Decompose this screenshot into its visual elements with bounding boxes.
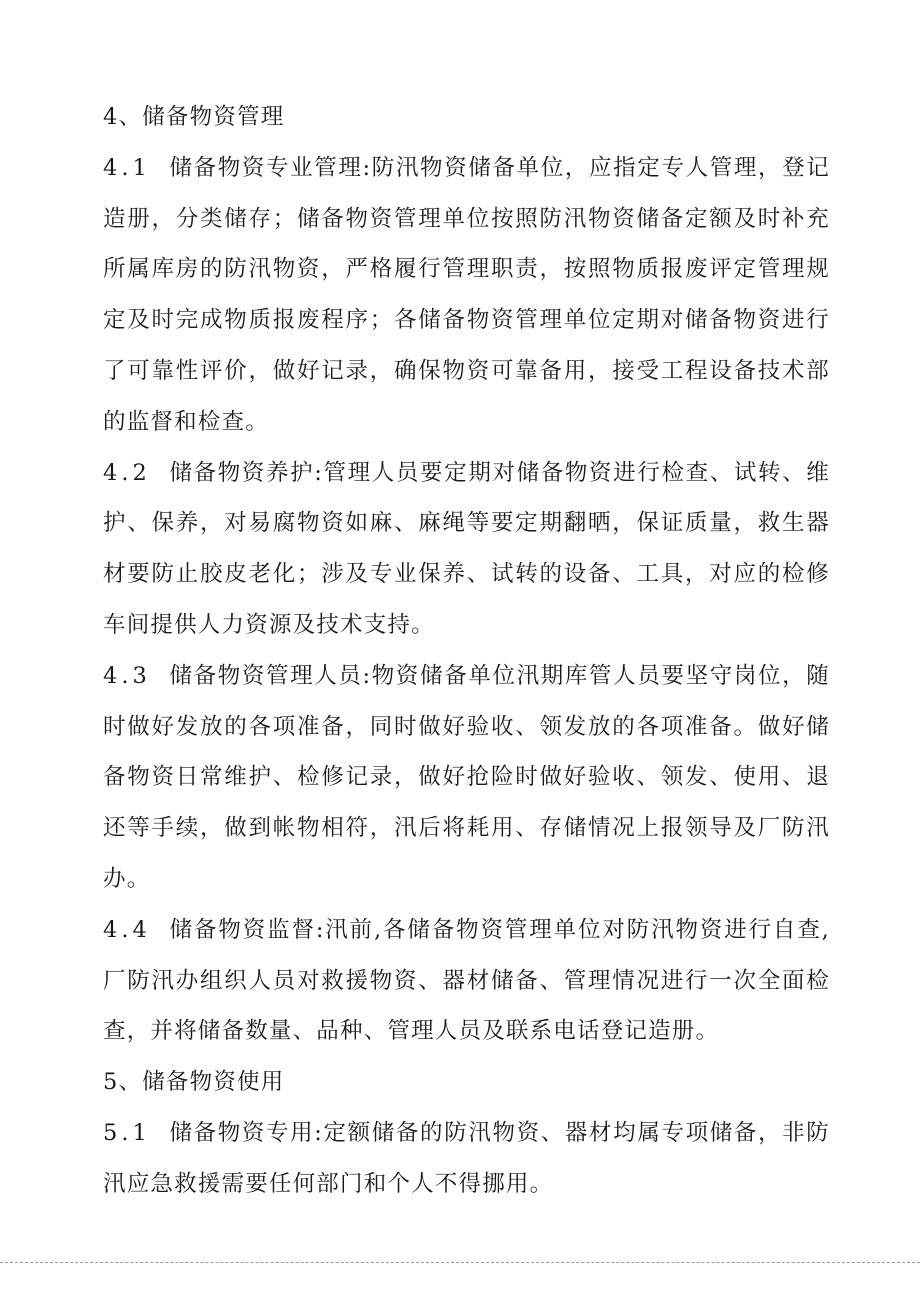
item-number: 4.4 <box>103 916 151 943</box>
paragraph-5-1 <box>103 1108 830 1210</box>
paragraph-4-1 <box>103 143 830 448</box>
section-heading-4: 4、储备物资管理 <box>103 104 285 130</box>
section-heading-5: 5、储备物资使用 <box>103 1069 285 1096</box>
item-number: 5.1 <box>103 1119 151 1146</box>
item-number: 4.1 <box>103 154 151 181</box>
paragraph-4-4 <box>103 905 830 1057</box>
item-number: 4.2 <box>103 459 151 486</box>
item-text: 储备物资专用:定额储备的防汛物资、器材均属专项储备，非防汛应急救援需要任何部门和个人不得挪用。 <box>103 1119 830 1197</box>
page-bottom-divider <box>0 1262 920 1263</box>
item-number: 4.3 <box>103 662 151 689</box>
item-text: 储备物资专业管理:防汛物资储备单位，应指定专人管理，登记造册，分类储存；储备物资管理单位按照防汛物资储备定额及时补充所属库房的防汛物资，严格履行管理职责，按照物质报废评定管理规定及时完成物质报废程序；各储备物资管理单位定期对储备物资进行了可靠性评价，做好记录，确保物资可靠备用，接受工程设备技术部的监督和检查。 <box>103 154 830 435</box>
paragraph-4-3 <box>103 651 830 905</box>
item-text: 储备物资养护:管理人员要定期对储备物资进行检查、试转、维护、保养，对易腐物资如麻、麻绳等要定期翻晒，保证质量，救生器材要防止胶皮老化；涉及专业保养、试转的设备、工具，对应的检修车间提供人力资源及技术支持。 <box>103 459 830 638</box>
item-text: 储备物资管理人员:物资储备单位汛期库管人员要坚守岗位，随时做好发放的各项准备，同时做好验收、领发放的各项准备。做好储备物资日常维护、检修记录，做好抢险时做好验收、领发、使用、退还等手续，做到帐物相符，汛后将耗用、存储情况上报领导及厂防汛办。 <box>103 662 830 892</box>
paragraph-4-2 <box>103 448 830 651</box>
document-body <box>103 92 830 1210</box>
item-text: 储备物资监督:汛前,各储备物资管理单位对防汛物资进行自查,厂防汛办组织人员对救援物资、器材储备、管理情况进行一次全面检查，并将储备数量、品种、管理人员及联系电话登记造册。 <box>103 916 830 1045</box>
